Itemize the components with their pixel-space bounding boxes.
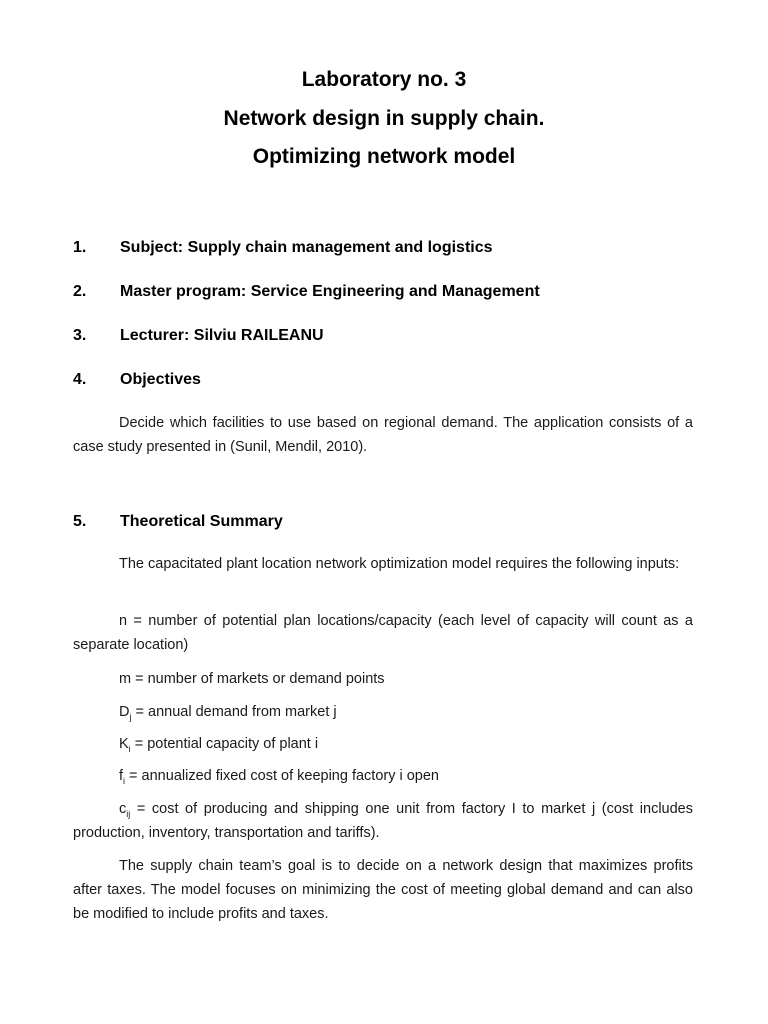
variable-d: D	[119, 704, 130, 720]
section-number: 2.	[73, 283, 87, 300]
definition-n: n = number of potential plan locations/capacity (each level of capacity will count as a separate location)	[73, 613, 693, 653]
section-number: 1.	[73, 239, 87, 256]
subscript-j: j	[129, 711, 132, 722]
definition-text: = annual demand from market j	[131, 704, 337, 720]
definition-demand	[73, 700, 693, 724]
definition-text: = annualized fixed cost of keeping factory i open	[125, 768, 439, 784]
section-number: 5.	[73, 513, 87, 530]
variable-k: K	[119, 736, 129, 752]
definition-unit-cost	[73, 797, 693, 845]
definition-fixed-cost	[73, 764, 693, 788]
section-number: 3.	[73, 327, 87, 344]
section-label: Subject: Supply chain management and logistics	[120, 239, 493, 256]
summary-intro-paragraph: The capacitated plant location network optimization model requires the following inputs:	[119, 556, 680, 572]
definition-text: = potential capacity of plant i	[130, 736, 319, 752]
section-label: Objectives	[120, 371, 201, 388]
section-label: Lecturer: Silviu RAILEANU	[120, 327, 324, 344]
variable-f: f	[119, 768, 124, 784]
goal-paragraph: The supply chain team’s goal is to decide on a network design that maximizes profits after taxes. The model focuses on minimizing the cost of meeting global demand and can also be modified to include profits and taxes.	[73, 858, 693, 922]
section-label: Master program: Service Engineering and Management	[120, 283, 540, 300]
section-number: 4.	[73, 371, 87, 388]
subscript-ij: ij	[126, 808, 131, 819]
definition-m: m = number of markets or demand points	[119, 671, 385, 687]
variable-c: c	[119, 801, 127, 817]
objectives-paragraph: Decide which facilities to use based on regional demand. The application consists of a case study presented in (Sunil, Mendil, 2010).	[73, 415, 693, 455]
section-label: Theoretical Summary	[120, 513, 283, 530]
document-title-subtopic: Optimizing network model	[252, 145, 516, 168]
definition-capacity	[73, 732, 693, 756]
document-title-lab-number: Laboratory no. 3	[301, 68, 467, 91]
subscript-i: i	[123, 775, 126, 786]
document-title-topic: Network design in supply chain.	[223, 107, 545, 130]
definition-text: = cost of producing and shipping one unit from factory I to market j (cost includes production, inventory, transportation and tariffs).	[73, 801, 693, 841]
subscript-i: i	[128, 743, 131, 754]
